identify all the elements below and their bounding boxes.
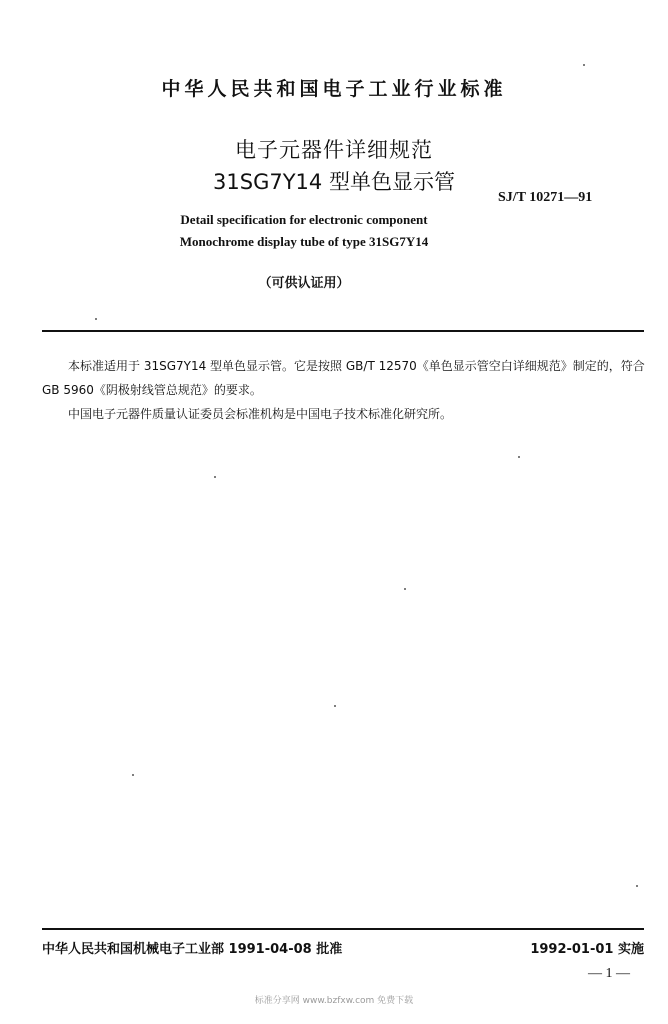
body-text bbox=[42, 354, 646, 426]
scan-speck bbox=[636, 885, 638, 887]
scan-speck bbox=[132, 774, 134, 776]
watermark: 标准分享网 www.bzfxw.com 免费下载 bbox=[254, 996, 414, 1006]
title-cn-line1: 电子元器件详细规范 bbox=[235, 138, 433, 162]
title-en-line1: Detail specification for electronic component bbox=[180, 212, 428, 227]
scan-speck bbox=[95, 318, 97, 320]
scan-speck bbox=[583, 64, 585, 66]
scan-speck bbox=[518, 456, 520, 458]
scan-speck bbox=[334, 705, 336, 707]
paragraph-authority: 中国电子元器件质量认证委员会标准机构是中国电子技术标准化研究所。 bbox=[68, 407, 453, 421]
footer-divider bbox=[42, 928, 644, 930]
certification-note: （可供认证用） bbox=[258, 276, 350, 291]
implementation-date: 1992-01-01 实施 bbox=[530, 942, 644, 957]
standard-category-heading: 中华人民共和国电子工业行业标准 bbox=[161, 78, 507, 100]
page-number: — 1 — bbox=[588, 966, 630, 981]
header-divider bbox=[42, 330, 644, 332]
scan-speck bbox=[404, 588, 406, 590]
scan-speck bbox=[214, 476, 216, 478]
title-cn-line2: 31SG7Y14 型单色显示管 bbox=[213, 170, 455, 194]
paragraph-scope: 本标准适用于 31SG7Y14 型单色显示管。它是按照 GB/T 12570《单色显示管空白详细规范》制定的，符合 GB 5960《阴极射线管总规范》的要求。 bbox=[42, 359, 645, 397]
approval-line: 中华人民共和国机械电子工业部 1991-04-08 批准 bbox=[42, 942, 343, 957]
title-en-line2: Monochrome display tube of type 31SG7Y14 bbox=[179, 234, 429, 249]
standard-code: SJ/T 10271—91 bbox=[498, 190, 593, 205]
